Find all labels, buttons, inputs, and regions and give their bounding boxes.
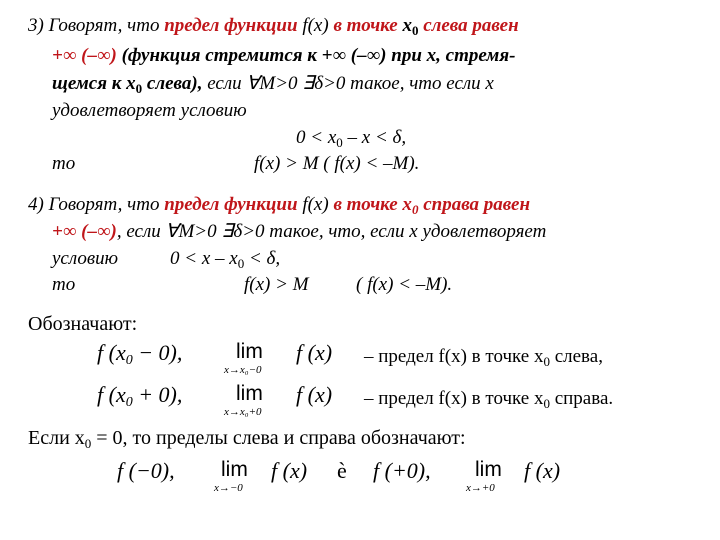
s3-line-6 — [52, 152, 75, 176]
desc-right-limit — [364, 388, 613, 412]
s4-condition: 0 < x – x — [170, 248, 238, 269]
s4-line-4 — [52, 273, 75, 297]
desc-text: слева, — [549, 346, 603, 367]
zero-point-line — [28, 426, 466, 456]
s3-text: слева), — [142, 73, 203, 94]
desc-text: – предел f(x) в точке x — [364, 346, 544, 367]
s3-text: удовлетворяет условию — [52, 100, 247, 121]
formula-text: − 0), — [132, 340, 183, 365]
s3-line-1 — [28, 14, 519, 43]
lim-operator: lim — [475, 458, 502, 481]
s4-text: , если ∀M>0 ∃δ>0 такое, что, если x удовлетворяет — [116, 221, 547, 242]
s3-line-4 — [52, 99, 247, 123]
notation-heading-text: Обозначают: — [28, 313, 138, 335]
s3-line-2 — [52, 44, 515, 68]
s3-text: x — [397, 15, 412, 36]
s4-text: f(x) > M — [244, 274, 309, 295]
s3-text: (функция стремится к +∞ (–∞) при x, стремя- — [116, 45, 516, 66]
formula-fx: f (x) — [296, 382, 333, 407]
formula-text: f (x — [97, 382, 126, 407]
lim-subscript: x→+0 — [466, 482, 495, 494]
s4-line-3b — [170, 247, 280, 276]
s4-text: f(x) — [297, 194, 334, 215]
formula-plus-zero: f (+0), — [373, 458, 431, 483]
s4-text: условию — [52, 248, 119, 269]
s3-condition: 0 < x — [296, 127, 337, 148]
lim-operator: lim — [236, 382, 263, 405]
lim-operator: lim — [221, 458, 248, 481]
s3-text: то — [52, 153, 76, 174]
formula-minus-zero: f (−0), — [117, 458, 175, 483]
s4-highlight: +∞ (–∞) — [52, 221, 117, 242]
formula-text: f (x — [97, 340, 126, 365]
s3-text: если ∀M>0 ∃δ>0 такое, что если x — [202, 73, 494, 94]
s4-text: ( f(x) < –M). — [356, 274, 453, 295]
s3-condition: – x < δ, — [342, 127, 407, 148]
s3-text: щемся к x — [52, 73, 136, 94]
s3-text: f(x) — [297, 15, 334, 36]
s4-highlight: справа равен — [418, 194, 531, 215]
formula-subscript: 0 — [125, 353, 133, 368]
zero-line-subscript: 0 — [84, 436, 92, 451]
s3-highlight: в точке — [333, 15, 398, 36]
formula-left-limit — [97, 340, 182, 369]
s3-highlight: слева равен — [418, 15, 519, 36]
s4-text: 4) Говорят, что — [28, 194, 165, 215]
s4-line-2 — [52, 220, 546, 244]
s3-line-5 — [296, 126, 406, 155]
s3-highlight: +∞ (–∞) — [52, 45, 117, 66]
desc-subscript: 0 — [543, 354, 550, 369]
s4-line-4c — [356, 273, 452, 297]
formula-subscript: 0 — [125, 395, 133, 410]
lim-subscript: x→x₀−0 — [224, 364, 262, 376]
s4-highlight: в точке x — [333, 194, 412, 215]
s3-line-6b — [254, 152, 419, 176]
s4-subscript: 0 — [237, 256, 245, 271]
desc-subscript: 0 — [543, 396, 550, 411]
s3-highlight: предел функции — [164, 15, 298, 36]
notation-heading — [28, 312, 137, 336]
formula-fx: f (x) — [296, 340, 333, 365]
formula-fx: f (x) — [524, 458, 561, 483]
s3-text: 3) Говорят, что — [28, 15, 165, 36]
s4-line-1 — [28, 193, 530, 222]
s3-subscript: 0 — [135, 81, 143, 96]
desc-left-limit — [364, 346, 603, 370]
s3-subscript: 0 — [336, 135, 343, 150]
and-word: è — [337, 458, 347, 483]
s4-subscript: 0 — [411, 202, 419, 217]
formula-fx: f (x) — [271, 458, 308, 483]
lim-operator: lim — [236, 340, 263, 363]
s4-text: то — [52, 274, 76, 295]
desc-text: справа. — [549, 388, 614, 409]
s4-condition: < δ, — [244, 248, 281, 269]
lim-subscript: x→x₀+0 — [224, 406, 262, 418]
s3-text: f(x) > M ( f(x) < –M). — [254, 153, 420, 174]
formula-right-limit — [97, 382, 182, 411]
lim-subscript: x→−0 — [214, 482, 243, 494]
s3-line-3 — [52, 72, 494, 101]
s3-subscript: 0 — [411, 23, 419, 38]
desc-text: – предел f(x) в точке x — [364, 388, 544, 409]
zero-line-text: Если x — [28, 427, 85, 449]
zero-line-text: = 0, то пределы слева и справа обозначают: — [91, 427, 466, 449]
s4-highlight: предел функции — [164, 194, 298, 215]
formula-text: + 0), — [132, 382, 183, 407]
s4-line-4b — [244, 273, 309, 297]
s4-line-3 — [52, 247, 118, 271]
